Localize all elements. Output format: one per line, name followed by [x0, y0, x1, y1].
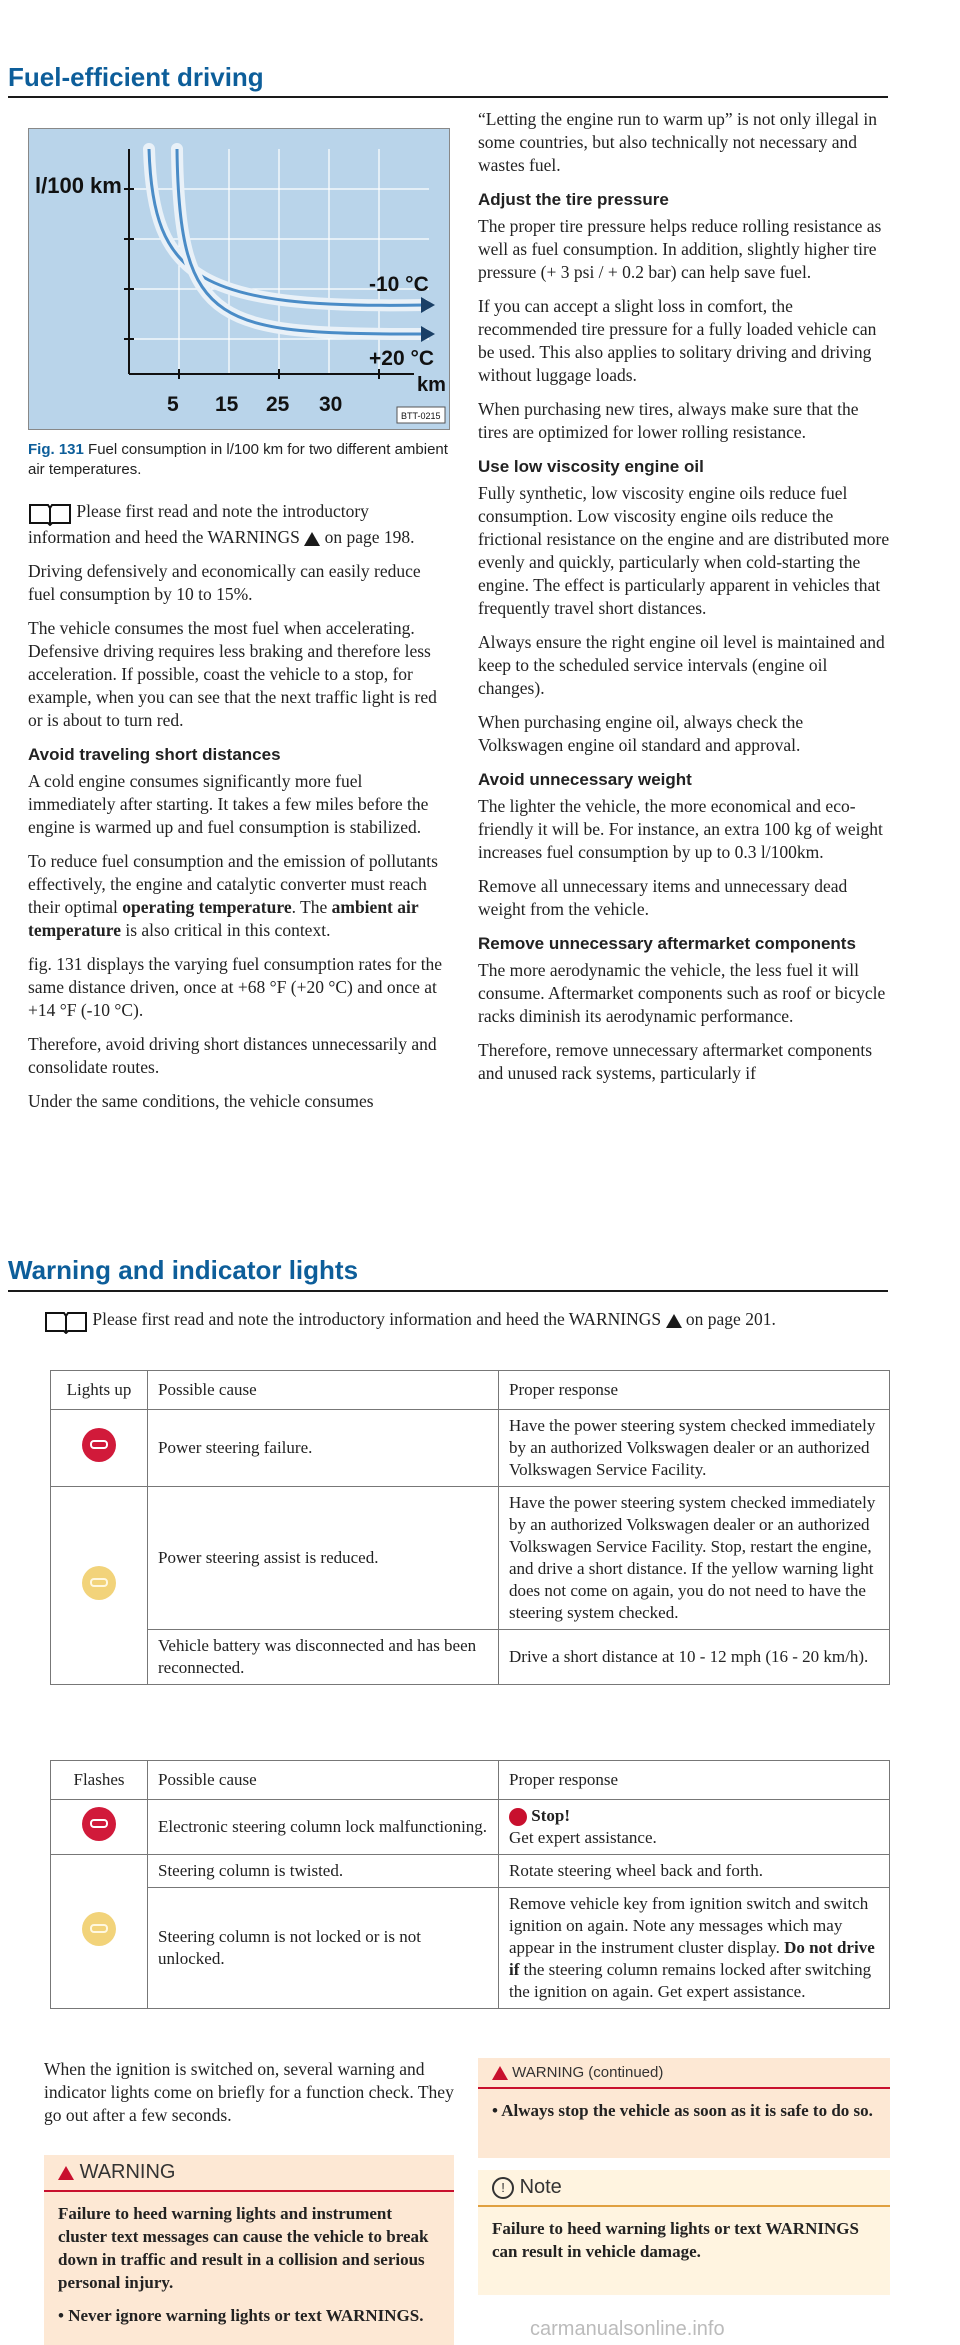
- fuel-consumption-chart: [29, 129, 449, 429]
- response-cell: Stop! Get expert assistance.: [499, 1800, 890, 1855]
- para-fig-ref: fig. 131 displays the varying fuel consumption rates for the same distance driven, once at +68 °F (+20 °C) and once at +14 °F (-10 °C).: [28, 954, 443, 1020]
- para-tire-2: If you can accept a slight loss in comfort, the recommended tire pressure for a fully loaded vehicle can be used. This also applies to solitary driving and driving without luggage loads.: [478, 296, 877, 385]
- steering-lock-yellow-icon: [82, 1912, 116, 1946]
- para-accelerate: The vehicle consumes the most fuel when accelerating. Defensive driving requires less braking and therefore less acceleration. If possible, coast the vehicle to a stop, for example, when you can see that the next traffic light is red or is about to turn red.: [28, 618, 437, 730]
- para-cold-engine: A cold engine consumes significantly more fuel immediately after starting. It takes a few miles before the engine is warmed up and fuel consumption is stabilized.: [28, 771, 429, 837]
- response-cell: Rotate steering wheel back and forth.: [499, 1855, 890, 1888]
- para-warm-up: “Letting the engine run to warm up” is not only illegal in some countries, but also technically not necessary and wastes fuel.: [478, 109, 878, 175]
- para-oil-3: When purchasing engine oil, always check the Volkswagen engine oil standard and approval.: [478, 712, 804, 755]
- intro-text: Please first read and note the introductory information and heed the WARNINGS: [28, 501, 369, 547]
- para-after-2: Therefore, remove unnecessary aftermarket components and unused rack systems, particularly if: [478, 1040, 873, 1083]
- response-cell: Remove vehicle key from ignition switch and switch ignition on again. Note any messages which may appear in the instrument cluster display. Do not drive if the steering column remains locked after switching the ignition on again. Get expert assistance.: [499, 1888, 890, 2009]
- power-steering-yellow-icon: [82, 1566, 116, 1600]
- warning-triangle-icon: [58, 2166, 74, 2180]
- note-header: [478, 2170, 890, 2207]
- cause-cell: Steering column is not locked or is not unlocked.: [148, 1888, 499, 2009]
- y-axis-label: l/100 km: [35, 173, 122, 198]
- warning-triangle-icon: [666, 1314, 682, 1328]
- curve-label-plus20: +20 °C: [369, 347, 435, 370]
- warning-title: WARNING: [79, 2161, 176, 2183]
- table-row: [51, 1410, 890, 1487]
- caption-number: Fig. 131: [28, 441, 84, 458]
- section-rule-2: [8, 1290, 888, 1292]
- warning-triangle-icon: [304, 532, 320, 546]
- para-weight-2: Remove all unnecessary items and unnecessary dead weight from the vehicle.: [478, 876, 848, 919]
- section-title-warning-lights: Warning and indicator lights: [8, 1255, 359, 1285]
- book-icon: [44, 1308, 88, 1334]
- col-header-cause: Possible cause: [148, 1371, 499, 1410]
- warning-continued-header: [478, 2058, 890, 2089]
- warning-body: [44, 2192, 454, 2337]
- heading-short-distances: Avoid traveling short distances: [28, 745, 281, 764]
- table-row: [51, 1630, 890, 1685]
- watermark: carmanualsonline.info: [530, 2318, 725, 2340]
- heading-aftermarket: Remove unnecessary aftermarket components: [478, 934, 856, 953]
- para-operating-temp: To reduce fuel consumption and the emission of pollutants effectively, the engine and catalytic converter must reach their optimal operating temperature. The ambient air temperature is also critical in this context.: [28, 851, 438, 940]
- cause-cell: Vehicle battery was disconnected and has been reconnected.: [148, 1630, 499, 1685]
- table-row: [51, 1487, 890, 1630]
- table-row: [51, 1888, 890, 2009]
- para-avoid-short: Therefore, avoid driving short distances unnecessarily and consolidate routes.: [28, 1034, 437, 1077]
- book-icon: [28, 500, 72, 526]
- col-header-response: Proper response: [499, 1371, 890, 1410]
- warning-text: Failure to heed warning lights and instrument cluster text messages can cause the vehicle to break down in traffic and result in a collision and serious personal injury.: [58, 2204, 429, 2292]
- x-axis-unit: km: [417, 374, 446, 396]
- flashes-table: [50, 1760, 890, 2009]
- lights-up-table: [50, 1370, 890, 1685]
- figure-code: BTT-0215: [401, 411, 441, 421]
- para-oil-2: Always ensure the right engine oil level is maintained and keep to the scheduled service intervals (engine oil changes).: [478, 632, 885, 698]
- warning-bullet: • Never ignore warning lights or text WARNINGS.: [58, 2306, 424, 2325]
- para-same-conditions: Under the same conditions, the vehicle consumes: [28, 1091, 374, 1111]
- heading-engine-oil: Use low viscosity engine oil: [478, 457, 704, 476]
- x-tick-25: 25: [266, 393, 290, 416]
- warning-header: [44, 2155, 454, 2192]
- power-steering-red-icon: [82, 1428, 116, 1462]
- para-after-1: The more aerodynamic the vehicle, the less fuel it will consume. Aftermarket components such as roof or bicycle racks diminish its aerodynamic performance.: [478, 960, 886, 1026]
- curve-label-minus10: -10 °C: [369, 273, 429, 296]
- x-tick-15: 15: [215, 393, 239, 416]
- warning-cont-bullet: Always stop the vehicle as soon as it is safe to do so.: [501, 2101, 873, 2120]
- ignition-para: When the ignition is switched on, several warning and indicator lights come on briefly for a function check. They go out after a few seconds.: [44, 2059, 454, 2125]
- col-header-flashes: Flashes: [51, 1761, 148, 1800]
- response-cell: Drive a short distance at 10 - 12 mph (16 - 20 km/h).: [499, 1630, 890, 1685]
- figure-caption: [28, 440, 448, 480]
- note-title: Note: [519, 2176, 562, 2198]
- caption-text: Fuel consumption in l/100 km for two different ambient air temperatures.: [28, 441, 448, 478]
- cause-cell: Steering column is twisted.: [148, 1855, 499, 1888]
- section2-page-link[interactable]: on page 201.: [685, 1309, 776, 1330]
- warning-continued-body: • Always stop the vehicle as soon as it is safe to do so.: [492, 2101, 873, 2120]
- table-header-row: [51, 1761, 890, 1800]
- heading-tire-pressure: Adjust the tire pressure: [478, 190, 669, 209]
- warning-cont-sub: (continued): [588, 2064, 664, 2081]
- section2-intro: [44, 1308, 904, 1334]
- heading-weight: Avoid unnecessary weight: [478, 770, 692, 789]
- para-weight-1: The lighter the vehicle, the more economical and eco-friendly it will be. For instance, an extra 100 kg of weight increases fuel consumption by up to 0.3 l/100km.: [478, 796, 883, 862]
- fuel-figure: [28, 128, 450, 430]
- table-header-row: [51, 1371, 890, 1410]
- intro-para: [28, 500, 448, 549]
- col-header-response: Proper response: [499, 1761, 890, 1800]
- section-title-fuel: Fuel-efficient driving: [8, 62, 264, 92]
- response-cell: Have the power steering system checked immediately by an authorized Volkswagen dealer or an authorized Volkswagen Service Facility. Stop, restart the engine, and drive a short distance. If the yellow warning light does not come on again, you do not need to have the steering system checked.: [499, 1487, 890, 1630]
- warning-continued-box: [478, 2058, 890, 2158]
- col-header-cause: Possible cause: [148, 1761, 499, 1800]
- para-tire-3: When purchasing new tires, always make sure that the tires are optimized for lower rolling resistance.: [478, 399, 859, 442]
- left-column: [28, 500, 448, 1124]
- info-icon: !: [492, 2177, 514, 2199]
- cause-cell: Power steering failure.: [148, 1410, 499, 1487]
- warning-cont-title: WARNING: [512, 2064, 585, 2081]
- note-box: [478, 2170, 890, 2295]
- para-oil-1: Fully synthetic, low viscosity engine oils reduce fuel consumption. Low viscosity engine oils reduce the frictional resistance on the engine and are distributed more evenly and quickly, particularly when cold-starting the engine. The effect is particularly apparent in vehicles that frequently travel short distances.: [478, 483, 890, 618]
- response-cell: Have the power steering system checked immediately by an authorized Volkswagen dealer or an authorized Volkswagen Service Facility.: [499, 1410, 890, 1487]
- steering-lock-red-icon: [82, 1807, 116, 1841]
- section-rule: [8, 96, 888, 98]
- x-tick-30: 30: [319, 393, 343, 416]
- warning-triangle-icon: [492, 2066, 508, 2080]
- note-text: Failure to heed warning lights or text WARNINGS can result in vehicle damage.: [492, 2219, 859, 2261]
- col-header-lights-up: Lights up: [51, 1371, 148, 1410]
- stop-label: Stop!: [531, 1806, 570, 1825]
- para-tire-1: The proper tire pressure helps reduce rolling resistance as well as fuel consumption. In addition, slightly higher tire pressure (+ 3 psi / + 0.2 bar) can help save fuel.: [478, 216, 882, 282]
- x-tick-5: 5: [167, 393, 179, 416]
- intro-page-link[interactable]: on page 198.: [324, 527, 415, 547]
- stop-icon: [509, 1808, 527, 1826]
- para-defensive: Driving defensively and economically can easily reduce fuel consumption by 10 to 15%.: [28, 561, 421, 604]
- section2-intro-text: Please first read and note the introductory information and heed the WARNINGS: [92, 1309, 662, 1330]
- warning-box: [44, 2155, 454, 2345]
- cause-cell: Electronic steering column lock malfunctioning.: [148, 1800, 499, 1855]
- right-column: [478, 108, 890, 1096]
- table-row: [51, 1855, 890, 1888]
- table-row: [51, 1800, 890, 1855]
- cause-cell: Power steering assist is reduced.: [148, 1487, 499, 1630]
